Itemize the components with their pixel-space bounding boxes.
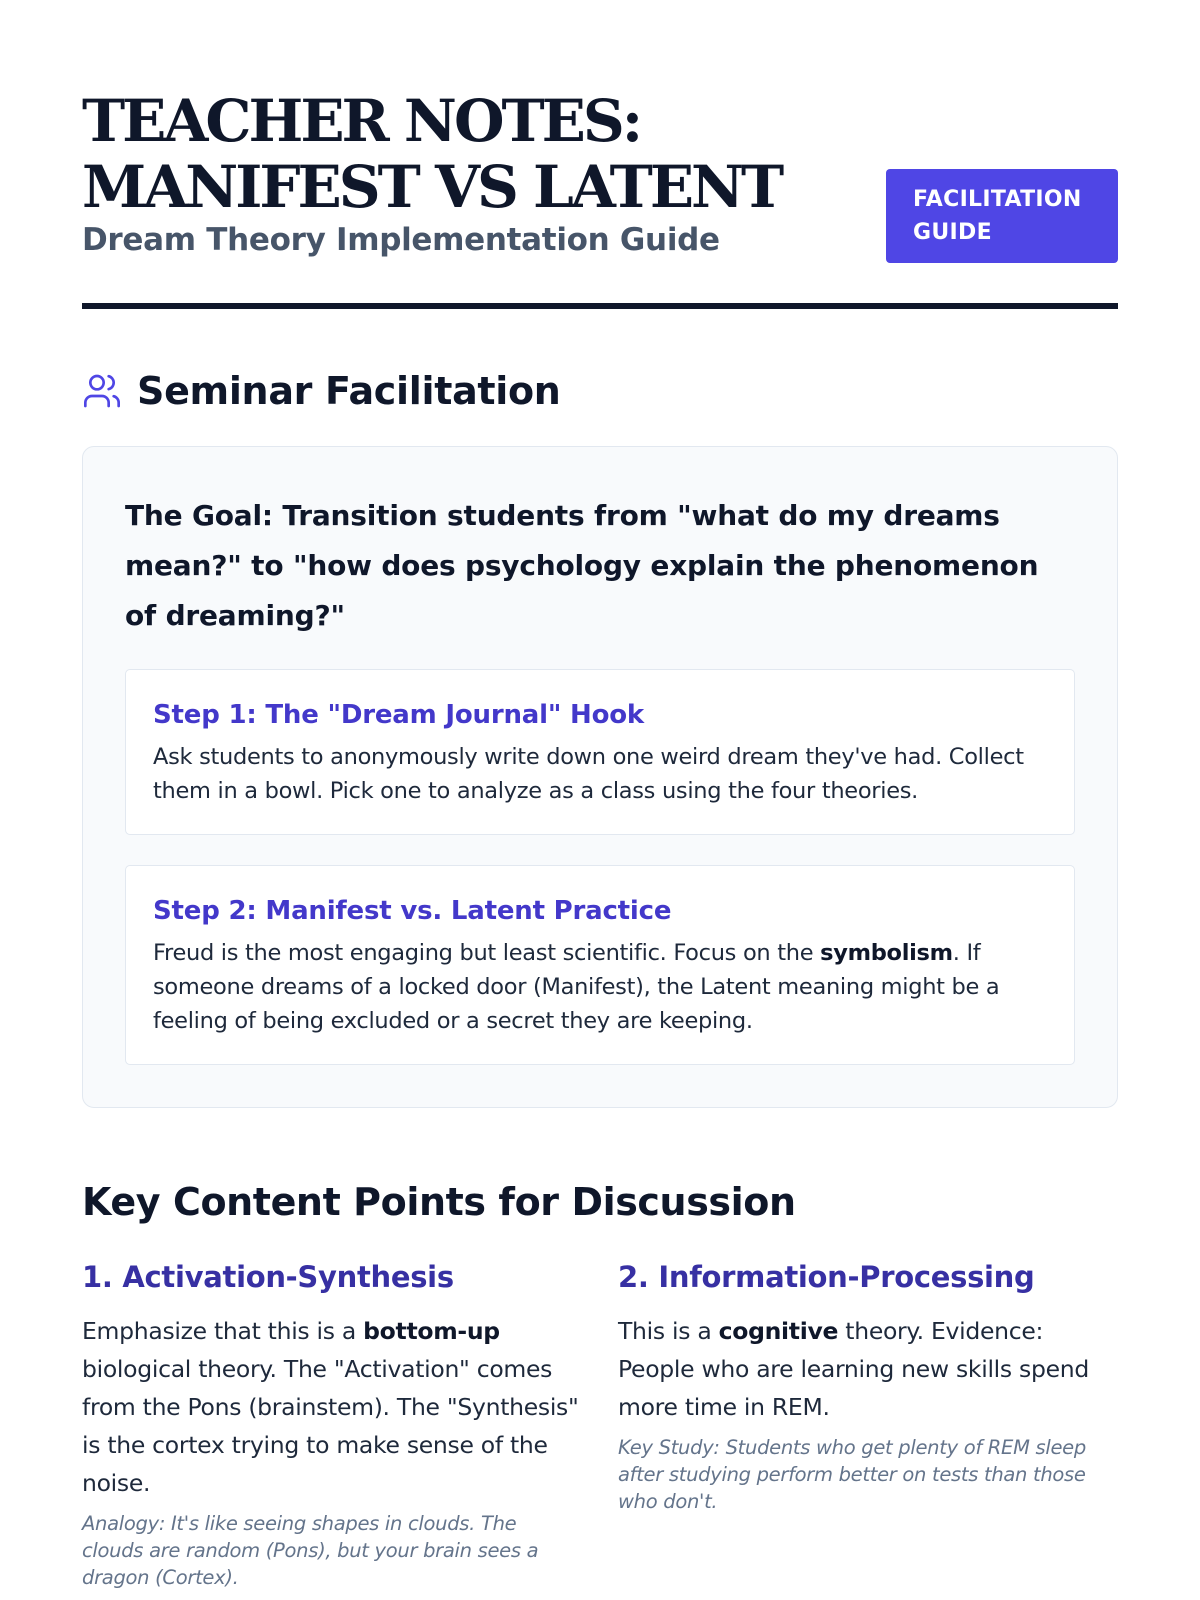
header-divider <box>82 303 1118 309</box>
step-card <box>125 865 1075 1065</box>
page-title: TEACHER NOTES: MANIFEST VS LATENT <box>82 87 782 221</box>
step-body-text: . If someone dreams of a locked door (Manifest), the Latent meaning might be a feeling of being excluded or a secret they are keeping. <box>153 940 1000 1034</box>
key-point-text: Emphasize that this is a <box>82 1317 364 1345</box>
key-point-text: theory. Evidence: People who are learning new skills spend more time in REM. <box>618 1317 1089 1421</box>
key-point <box>82 1260 582 1591</box>
key-point-note: Key Study: Students who get plenty of REM sleep after studying perform better on tests than those who don't. <box>618 1436 1086 1513</box>
seminar-goal: The Goal: Transition students from "what do my dreams mean?" to "how does psychology explain the phenomenon of dreaming?" <box>125 499 1039 632</box>
facilitation-guide-badge: FACILITATION GUIDE <box>886 169 1118 263</box>
seminar-heading: Seminar Facilitation <box>137 369 561 413</box>
step-body-emphasis: symbolism <box>820 940 953 966</box>
users-icon <box>82 371 122 411</box>
step-body: Ask students to anonymously write down one weird dream they've had. Collect them in a bowl. Pick one to analyze as a class using the four theories. <box>153 744 1024 804</box>
page-header <box>82 0 1118 310</box>
key-points-heading: Key Content Points for Discussion <box>82 1180 796 1224</box>
step-body <box>153 936 1047 1038</box>
key-point-title: 1. Activation-Synthesis <box>82 1260 454 1294</box>
key-point-note: Analogy: It's like seeing shapes in clouds. The clouds are random (Pons), but your brain sees a dragon (Cortex). <box>82 1512 539 1589</box>
key-point-body <box>82 1312 582 1502</box>
key-point-emphasis: cognitive <box>718 1317 839 1345</box>
step-title: Step 2: Manifest vs. Latent Practice <box>153 896 672 926</box>
key-point-emphasis: bottom-up <box>363 1317 500 1345</box>
key-point-body <box>618 1312 1118 1426</box>
key-point-text: This is a <box>618 1317 719 1345</box>
key-point-text: biological theory. The "Activation" comes from the Pons (brainstem). The "Synthesis" is the cortex trying to make sense of the noise. <box>82 1355 579 1497</box>
key-points-columns <box>82 1260 1118 1591</box>
seminar-card <box>82 446 1118 1108</box>
key-point-title: 2. Information-Processing <box>618 1260 1035 1294</box>
step-card <box>125 669 1075 835</box>
step-title: Step 1: The "Dream Journal" Hook <box>153 700 645 730</box>
page-subtitle: Dream Theory Implementation Guide <box>82 222 720 258</box>
key-point <box>618 1260 1118 1591</box>
step-body-text: Freud is the most engaging but least scientific. Focus on the <box>153 940 821 966</box>
seminar-section-heading <box>82 370 1118 412</box>
